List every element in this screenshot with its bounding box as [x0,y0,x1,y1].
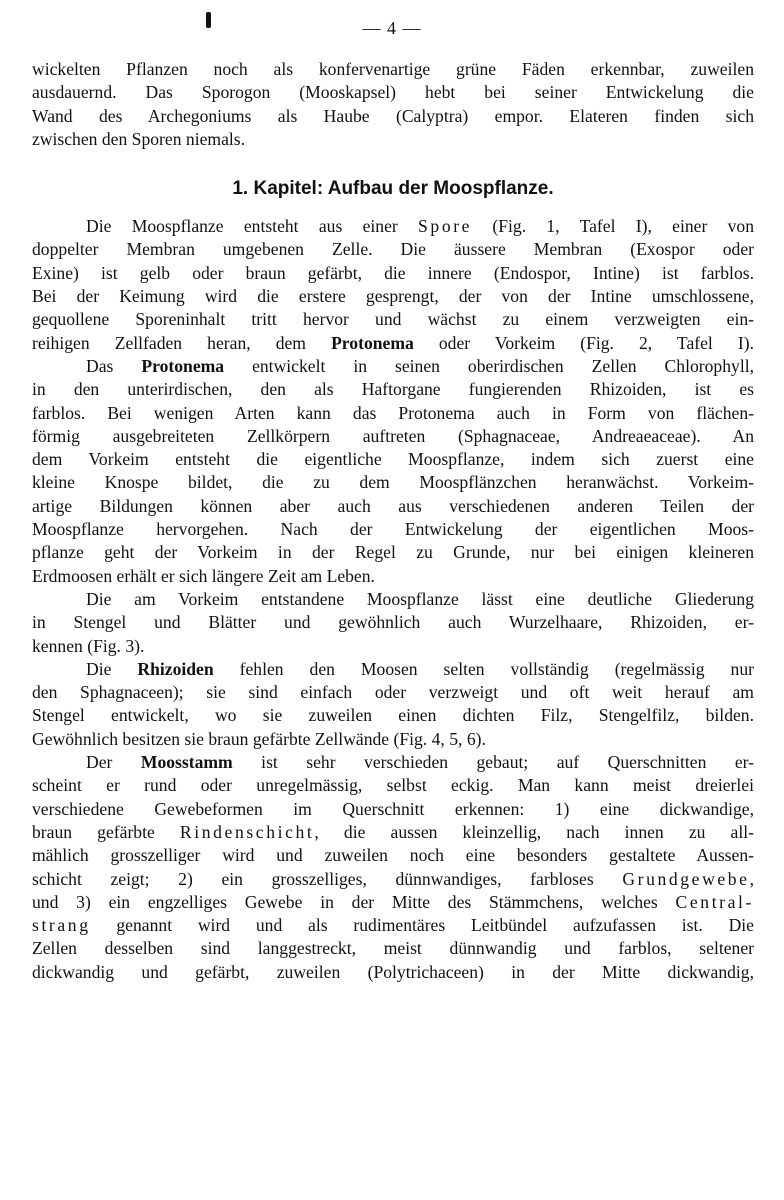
spaced-term: Central- [675,891,754,912]
text-line: pflanze geht der Vorkeim in der Regel zu Grunde, nur bei einigen kleineren [32,542,754,563]
text-line [32,868,754,891]
paragraph-moosstamm [32,751,754,984]
text-line: dem Vorkeim entsteht die eigentliche Moospflanze, indem sich zuerst eine [32,449,754,470]
text-line: Moospflanze hervorgehen. Nach der Entwickelung der eigentlichen Moos- [32,519,754,540]
text-run: , [749,868,754,889]
text-run: und 3) ein engzelliges Gewebe in der Mitte des Stämmchens, welches [32,891,676,912]
text-run: (Fig. 1, Tafel I), einer von [472,216,754,237]
text-line: in Stengel und Blätter und gewöhnlich auch Wurzelhaare, Rhizoiden, er- [32,612,754,633]
text-run: ist sehr verschieden gebaut; auf Querschnitten er- [232,752,754,773]
text-run: schicht zeigt; 2) ein grosszelliges, dünnwandiges, farbloses [32,868,623,889]
text-line: scheint er rund oder unregelmässig, selbst eckig. Man kann meist dreierlei [32,775,754,796]
paragraph-gliederung [32,588,754,658]
text-line [32,355,754,378]
page-number: — 4 — [362,18,422,38]
text-line: kennen (Fig. 3). [32,635,145,656]
text-line: wickelten Pflanzen noch als konfervenartige grüne Fäden erkennbar, zuweilen [32,59,754,79]
text-line [32,215,754,238]
text-line: dickwandig und gefärbt, zuweilen (Polytrichaceen) in der Mitte dickwandig, [32,961,754,982]
text-run: Der [86,752,141,773]
bold-term: Protonema [141,355,225,376]
spaced-term: Rindenschicht [179,821,315,842]
text-line: den Sphagnaceen); sie sind einfach oder verzweigt und oft weit herauf am [32,682,754,703]
page-text [32,58,754,984]
text-run: Die Moospflanze entsteht aus einer [86,216,419,237]
text-line: mählich grosszelliger wird und zuweilen noch eine besonders gestaltete Aussen- [32,845,754,866]
text-run: genannt wird und als rudimentäres Leitbündel aufzufassen ist. Die [90,915,754,936]
text-line [32,821,754,844]
text-line: Exine) ist gelb oder braun gefärbt, die innere (Endospor, Intine) ist farblos. [32,262,754,283]
text-line [32,751,754,774]
text-line: Stengel entwickelt, wo sie zuweilen einen dichten Filz, Stengelfilz, bilden. [32,705,754,726]
text-line: ausdauernd. Das Sporogon (Mooskapsel) hebt bei seiner Entwickelung die [32,82,754,103]
text-line: förmig ausgebreiteten Zellkörpern auftreten (Sphagnaceae, Andreaeaceae). An [32,425,754,446]
text-line: gequollene Sporeninhalt tritt hervor und wächst zu einem verzweigten ein- [32,309,754,330]
paragraph-rhizoiden [32,658,754,751]
spaced-term: Grundgewebe [622,868,750,889]
text-line: Gewöhnlich besitzen sie braun gefärbte Zellwände (Fig. 4, 5, 6). [32,728,486,749]
text-run: fehlen den Moosen selten vollständig (regelmässig nur [213,658,754,679]
text-line: Bei der Keimung wird die erstere gesprengt, der von der Intine umschlossene, [32,286,754,307]
spaced-term: Spore [418,216,473,237]
paragraph-spore [32,215,754,355]
text-line: Wand des Archegoniums als Haube (Calyptra) empor. Elateren finden sich [32,105,754,126]
text-line: zwischen den Sporen niemals. [32,128,246,149]
text-line: kleine Knospe bildet, die zu dem Moospflänzchen heranwächst. Vorkeim- [32,472,754,493]
text-line: doppelter Membran umgebenen Zelle. Die äussere Membran (Exospor oder [32,239,754,260]
text-line [32,658,754,681]
text-line: Erdmoosen erhält er sich längere Zeit am Leben. [32,565,375,586]
text-run: entwickelt in seinen oberirdischen Zellen Chlorophyll, [224,355,754,376]
text-line: in den unterirdischen, den als Haftorgane fungierenden Rhizoiden, ist es [32,379,754,400]
text-line: Die am Vorkeim entstandene Moospflanze lässt eine deutliche Gliederung [86,588,754,609]
bold-term: Moosstamm [140,752,233,773]
text-line: Zellen desselben sind langgestreckt, meist dünnwandig und farblos, seltener [32,938,754,959]
text-line: verschiedene Gewebeformen im Querschnitt erkennen: 1) eine dickwandige, [32,798,754,819]
text-line [32,332,754,355]
text-run: oder Vorkeim (Fig. 2, Tafel I). [413,332,754,353]
text-run: reihigen Zellfaden heran, dem [32,332,332,353]
bold-term: Protonema [331,332,414,353]
text-run: Die [86,658,138,679]
bold-term: Rhizoiden [137,658,214,679]
text-run: braun gefärbte [32,821,180,842]
intro-paragraph [32,58,754,151]
text-run: , die aussen kleinzellig, nach innen zu all- [314,821,755,842]
chapter-heading: 1. Kapitel: Aufbau der Moospflanze. [232,178,554,200]
text-line [32,914,754,937]
text-line: artige Bildungen können aber auch aus verschiedenen anderen Teilen der [32,495,754,516]
spaced-term: strang [32,915,91,936]
text-run: Das [86,355,142,376]
text-line [32,891,754,914]
paragraph-protonema [32,355,754,588]
text-line: farblos. Bei wenigen Arten kann das Protonema auch in Form von flächen- [32,402,754,423]
